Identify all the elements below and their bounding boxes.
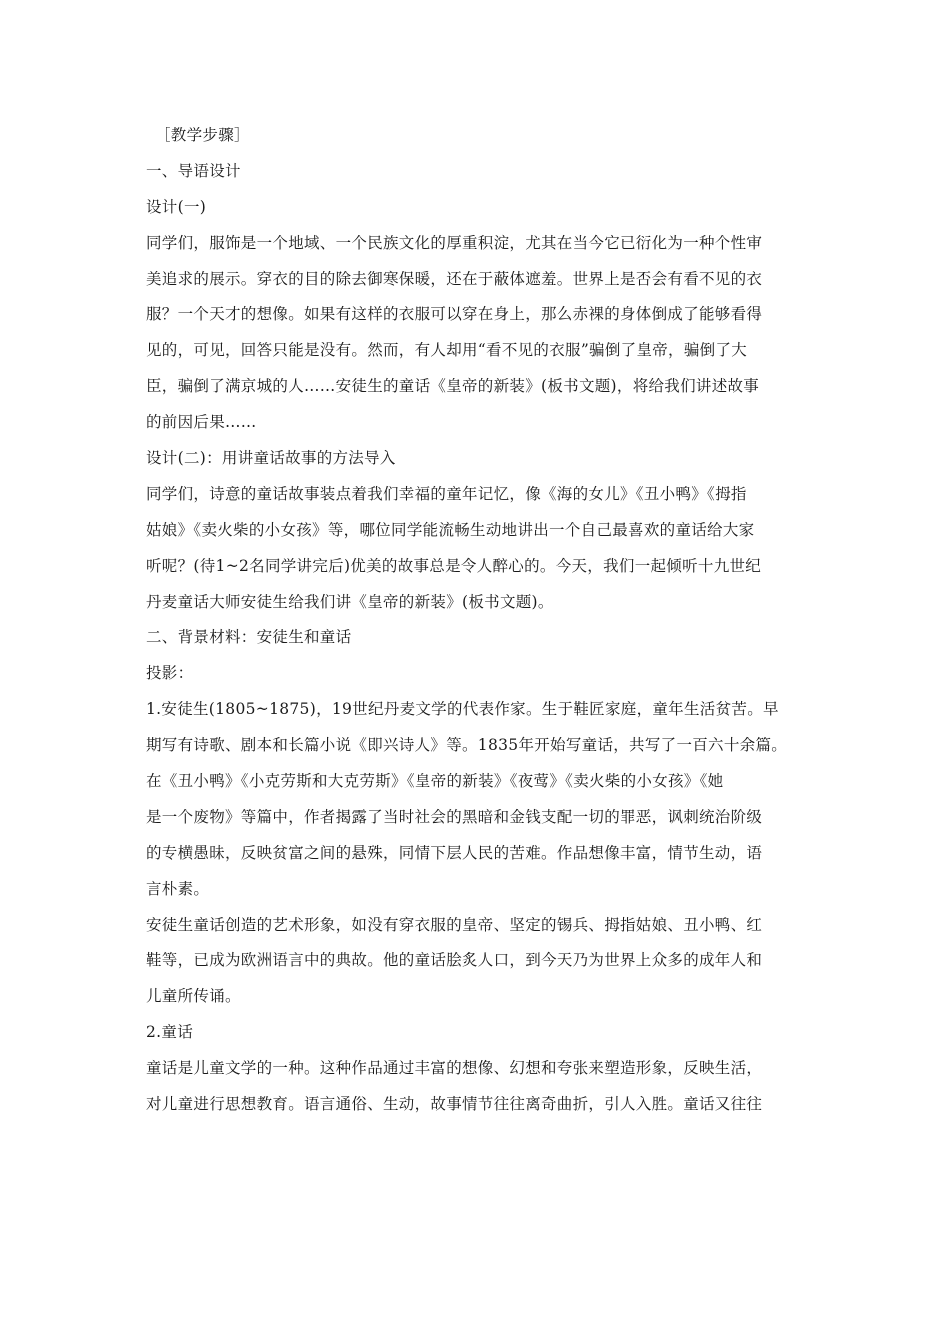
paragraph-line: 言朴素。 [146, 879, 210, 898]
label-projection: 投影： [146, 664, 194, 683]
paragraph-line: 的专横愚昧，反映贫富之间的悬殊，同情下层人民的苦难。作品想像丰富，情节生动，语 [146, 843, 763, 862]
subheading-fairy-tale: 2.童话 [146, 1023, 193, 1042]
paragraph-line: 同学们，服饰是一个地域、一个民族文化的厚重积淀，尤其在当今它已衍化为一种个性审 [146, 233, 763, 252]
paragraph-line: 美追求的展示。穿衣的目的除去御寒保暖，还在于蔽体遮羞。世界上是否会有看不见的衣 [146, 269, 763, 288]
document-body [146, 118, 812, 1123]
paragraph-line: 在《丑小鸭》《小克劳斯和大克劳斯》《皇帝的新装》《夜莺》《卖火柴的小女孩》《她 [146, 772, 724, 791]
subheading-design-one: 设计(一) [146, 197, 207, 216]
paragraph-line: 童话是儿童文学的一种。这种作品通过丰富的想像、幻想和夸张来塑造形象，反映生活， [146, 1059, 763, 1078]
paragraph-line: 听呢？(待1~2名同学讲完后)优美的故事总是令人醉心的。今天，我们一起倾听十九世纪 [146, 556, 762, 575]
section-heading-teaching-steps: ［教学步骤］ [155, 126, 250, 144]
subheading-design-two: 设计(二)：用讲童话故事的方法导入 [146, 449, 396, 468]
paragraph-line: 服？一个天才的想像。如果有这样的衣服可以穿在身上，那么赤裸的身体倒成了能够看得 [146, 305, 763, 324]
paragraph-line: 1.安徒生(1805~1875)，19世纪丹麦文学的代表作家。生于鞋匠家庭，童年生活贫苦。早 [146, 700, 779, 719]
paragraph-line: 丹麦童话大师安徒生给我们讲《皇帝的新装》(板书文题)。 [146, 592, 554, 611]
paragraph-line: 安徒生童话创造的艺术形象，如没有穿衣服的皇帝、坚定的锡兵、拇指姑娘、丑小鸭、红 [146, 915, 763, 934]
paragraph-line: 鞋等，已成为欧洲语言中的典故。他的童话脍炙人口，到今天乃为世界上众多的成年人和 [146, 951, 763, 970]
paragraph-line: 期写有诗歌、剧本和长篇小说《即兴诗人》等。1835年开始写童话，共写了一百六十余篇。 [146, 736, 788, 755]
paragraph-line: 见的，可见，回答只能是没有。然而，有人却用“看不见的衣服”骗倒了皇帝，骗倒了大 [146, 341, 748, 360]
paragraph-line: 同学们，诗意的童话故事装点着我们幸福的童年记忆，像《海的女儿》《丑小鸭》《拇指 [146, 484, 747, 503]
section-heading-background: 二、背景材料：安徒生和童话 [146, 628, 352, 647]
section-heading-intro-design: 一、导语设计 [146, 161, 241, 180]
paragraph-line: 是一个废物》等篇中，作者揭露了当时社会的黑暗和金钱支配一切的罪恶，讽刺统治阶级 [146, 807, 763, 826]
paragraph-line: 儿童所传诵。 [146, 987, 241, 1006]
paragraph-line: 臣，骗倒了满京城的人……安徒生的童话《皇帝的新装》(板书文题)，将给我们讲述故事 [146, 377, 760, 396]
paragraph-line: 的前因后果…… [146, 413, 257, 432]
paragraph-line: 姑娘》《卖火柴的小女孩》等，哪位同学能流畅生动地讲出一个自己最喜欢的童话给大家 [146, 520, 755, 539]
paragraph-line: 对儿童进行思想教育。语言通俗、生动，故事情节往往离奇曲折，引人入胜。童话又往往 [146, 1095, 763, 1114]
